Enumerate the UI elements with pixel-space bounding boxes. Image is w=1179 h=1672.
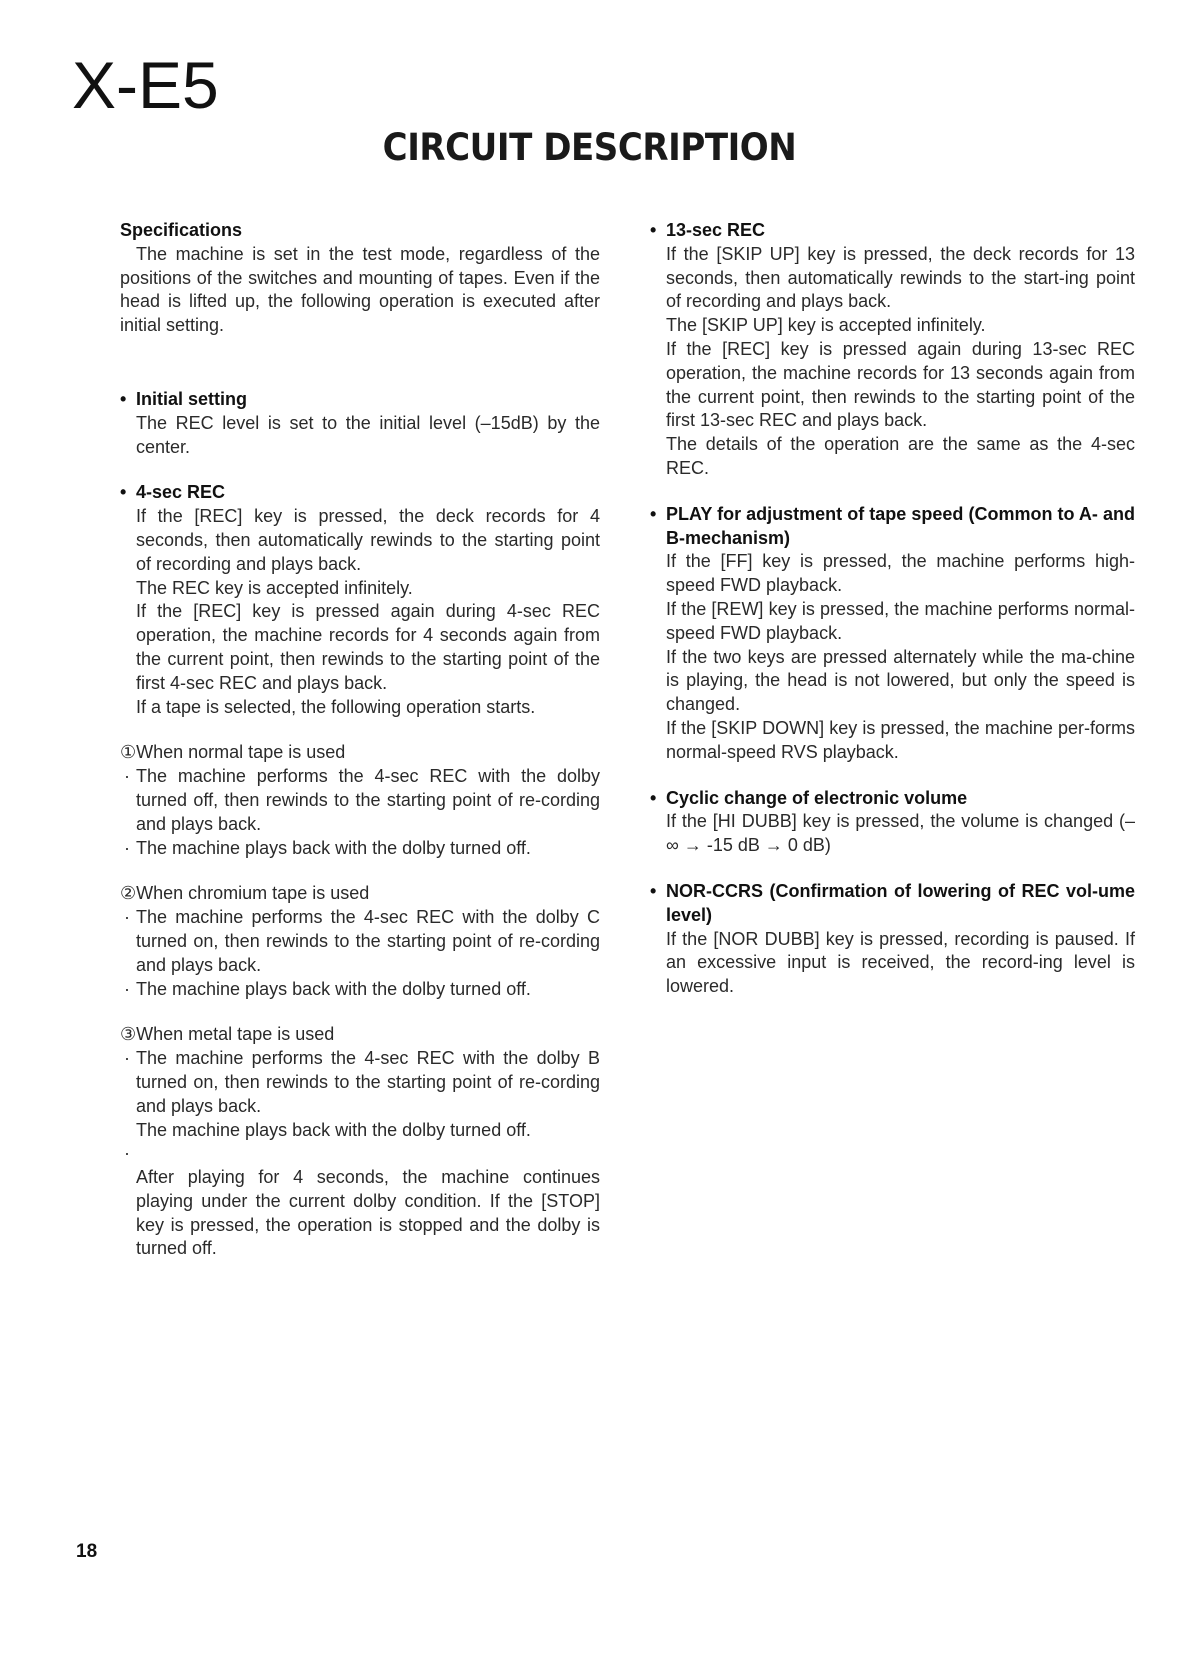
rec13-heading: • 13-sec REC	[650, 219, 1135, 243]
bullet-mark: ·	[124, 1143, 130, 1164]
specifications-heading: Specifications	[120, 220, 243, 240]
initial-setting-text: The REC level is set to the initial level (–15dB) by the center.	[136, 412, 600, 457]
rec13-paragraph: The [SKIP UP] key is accepted infinitely.	[666, 315, 986, 336]
normal-tape-heading: ①When normal tape is used	[120, 742, 346, 763]
rec4-paragraph: If a tape is selected, the following operation starts.	[136, 696, 536, 717]
list-item: · The machine plays back with the dolby turned off.	[120, 837, 600, 861]
play-speed-paragraph: If the [REW] key is pressed, the machine performs normal-speed FWD playback.	[666, 598, 1135, 643]
play-speed-heading: • PLAY for adjustment of tape speed (Common to A- and B-mechanism)	[650, 503, 1135, 551]
rec13-paragraph: If the [SKIP UP] key is pressed, the deck records for 13 seconds, then automatically rewinds to the start-ing point of recording and plays back.	[666, 243, 1135, 312]
list-item: · The machine performs the 4-sec REC with the dolby turned off, then rewinds to the starting point of re-cording and plays back.	[120, 765, 600, 836]
chromium-tape-heading: ②When chromium tape is used	[120, 883, 370, 904]
rec4-paragraph: The REC key is accepted infinitely.	[136, 577, 413, 598]
list-item: · The machine plays back with the dolby turned off.	[120, 978, 600, 1002]
list-item: · The machine performs the 4-sec REC with the dolby C turned on, then rewinds to the starting point of re-cording and plays back.	[120, 906, 600, 977]
right-column	[650, 219, 1135, 999]
model-name: X-E5	[72, 48, 219, 122]
rec4-heading: • 4-sec REC	[120, 481, 600, 505]
nor-ccrs-heading: • NOR-CCRS (Confirmation of lowering of REC vol-ume level)	[650, 880, 1135, 928]
list-item: · The machine performs the 4-sec REC with the dolby B turned on, then rewinds to the starting point of re-cording and plays back.	[120, 1047, 600, 1118]
page-title: CIRCUIT DESCRIPTION	[382, 126, 797, 169]
nor-ccrs-text: If the [NOR DUBB] key is pressed, recording is paused. If an excessive input is received, the record-ing level is lowered.	[666, 928, 1135, 997]
specifications-text: The machine is set in the test mode, regardless of the positions of the switches and mounting of tapes. Even if the head is lifted up, the following operation is executed after initial setting.	[120, 243, 600, 336]
rec4-paragraph: If the [REC] key is pressed again during 4-sec REC operation, the machine records for 4 seconds again from the current point, then rewinds to the starting point of the first 4-sec REC and plays back.	[136, 601, 600, 693]
rec13-paragraph: If the [REC] key is pressed again during 13-sec REC operation, the machine records for 13 seconds again from the current point, then rewinds to the starting point of the first 13-sec REC and plays back.	[666, 338, 1135, 431]
after-playing-text: After playing for 4 seconds, the machine continues playing under the current dolby condition. If the [STOP] key is pressed, the operation is stopped and the dolby is turned off.	[136, 1167, 600, 1259]
list-item: The machine plays back with the dolby turned off.	[136, 1119, 531, 1140]
cyclic-volume-heading: • Cyclic change of electronic volume	[650, 787, 1135, 811]
play-speed-paragraph: If the [SKIP DOWN] key is pressed, the machine per-forms normal-speed RVS playback.	[666, 717, 1135, 762]
play-speed-paragraph: If the two keys are pressed alternately while the ma-chine is playing, the head is not lowered, but only the speed is changed.	[666, 646, 1135, 715]
initial-setting-heading: • Initial setting	[120, 388, 600, 412]
cyclic-volume-text: If the [HI DUBB] key is pressed, the volume is changed (–∞ → -15 dB → 0 dB)	[666, 811, 1135, 856]
rec4-paragraph: If the [REC] key is pressed, the deck records for 4 seconds, then automatically rewinds to the starting point of recording and plays back.	[136, 506, 600, 574]
rec13-paragraph: The details of the operation are the same as the 4-sec REC.	[666, 434, 1135, 478]
left-column	[120, 219, 600, 1261]
play-speed-paragraph: If the [FF] key is pressed, the machine performs high-speed FWD playback.	[666, 551, 1135, 596]
metal-tape-heading: ③When metal tape is used	[120, 1024, 335, 1045]
page-number: 18	[76, 1541, 98, 1562]
